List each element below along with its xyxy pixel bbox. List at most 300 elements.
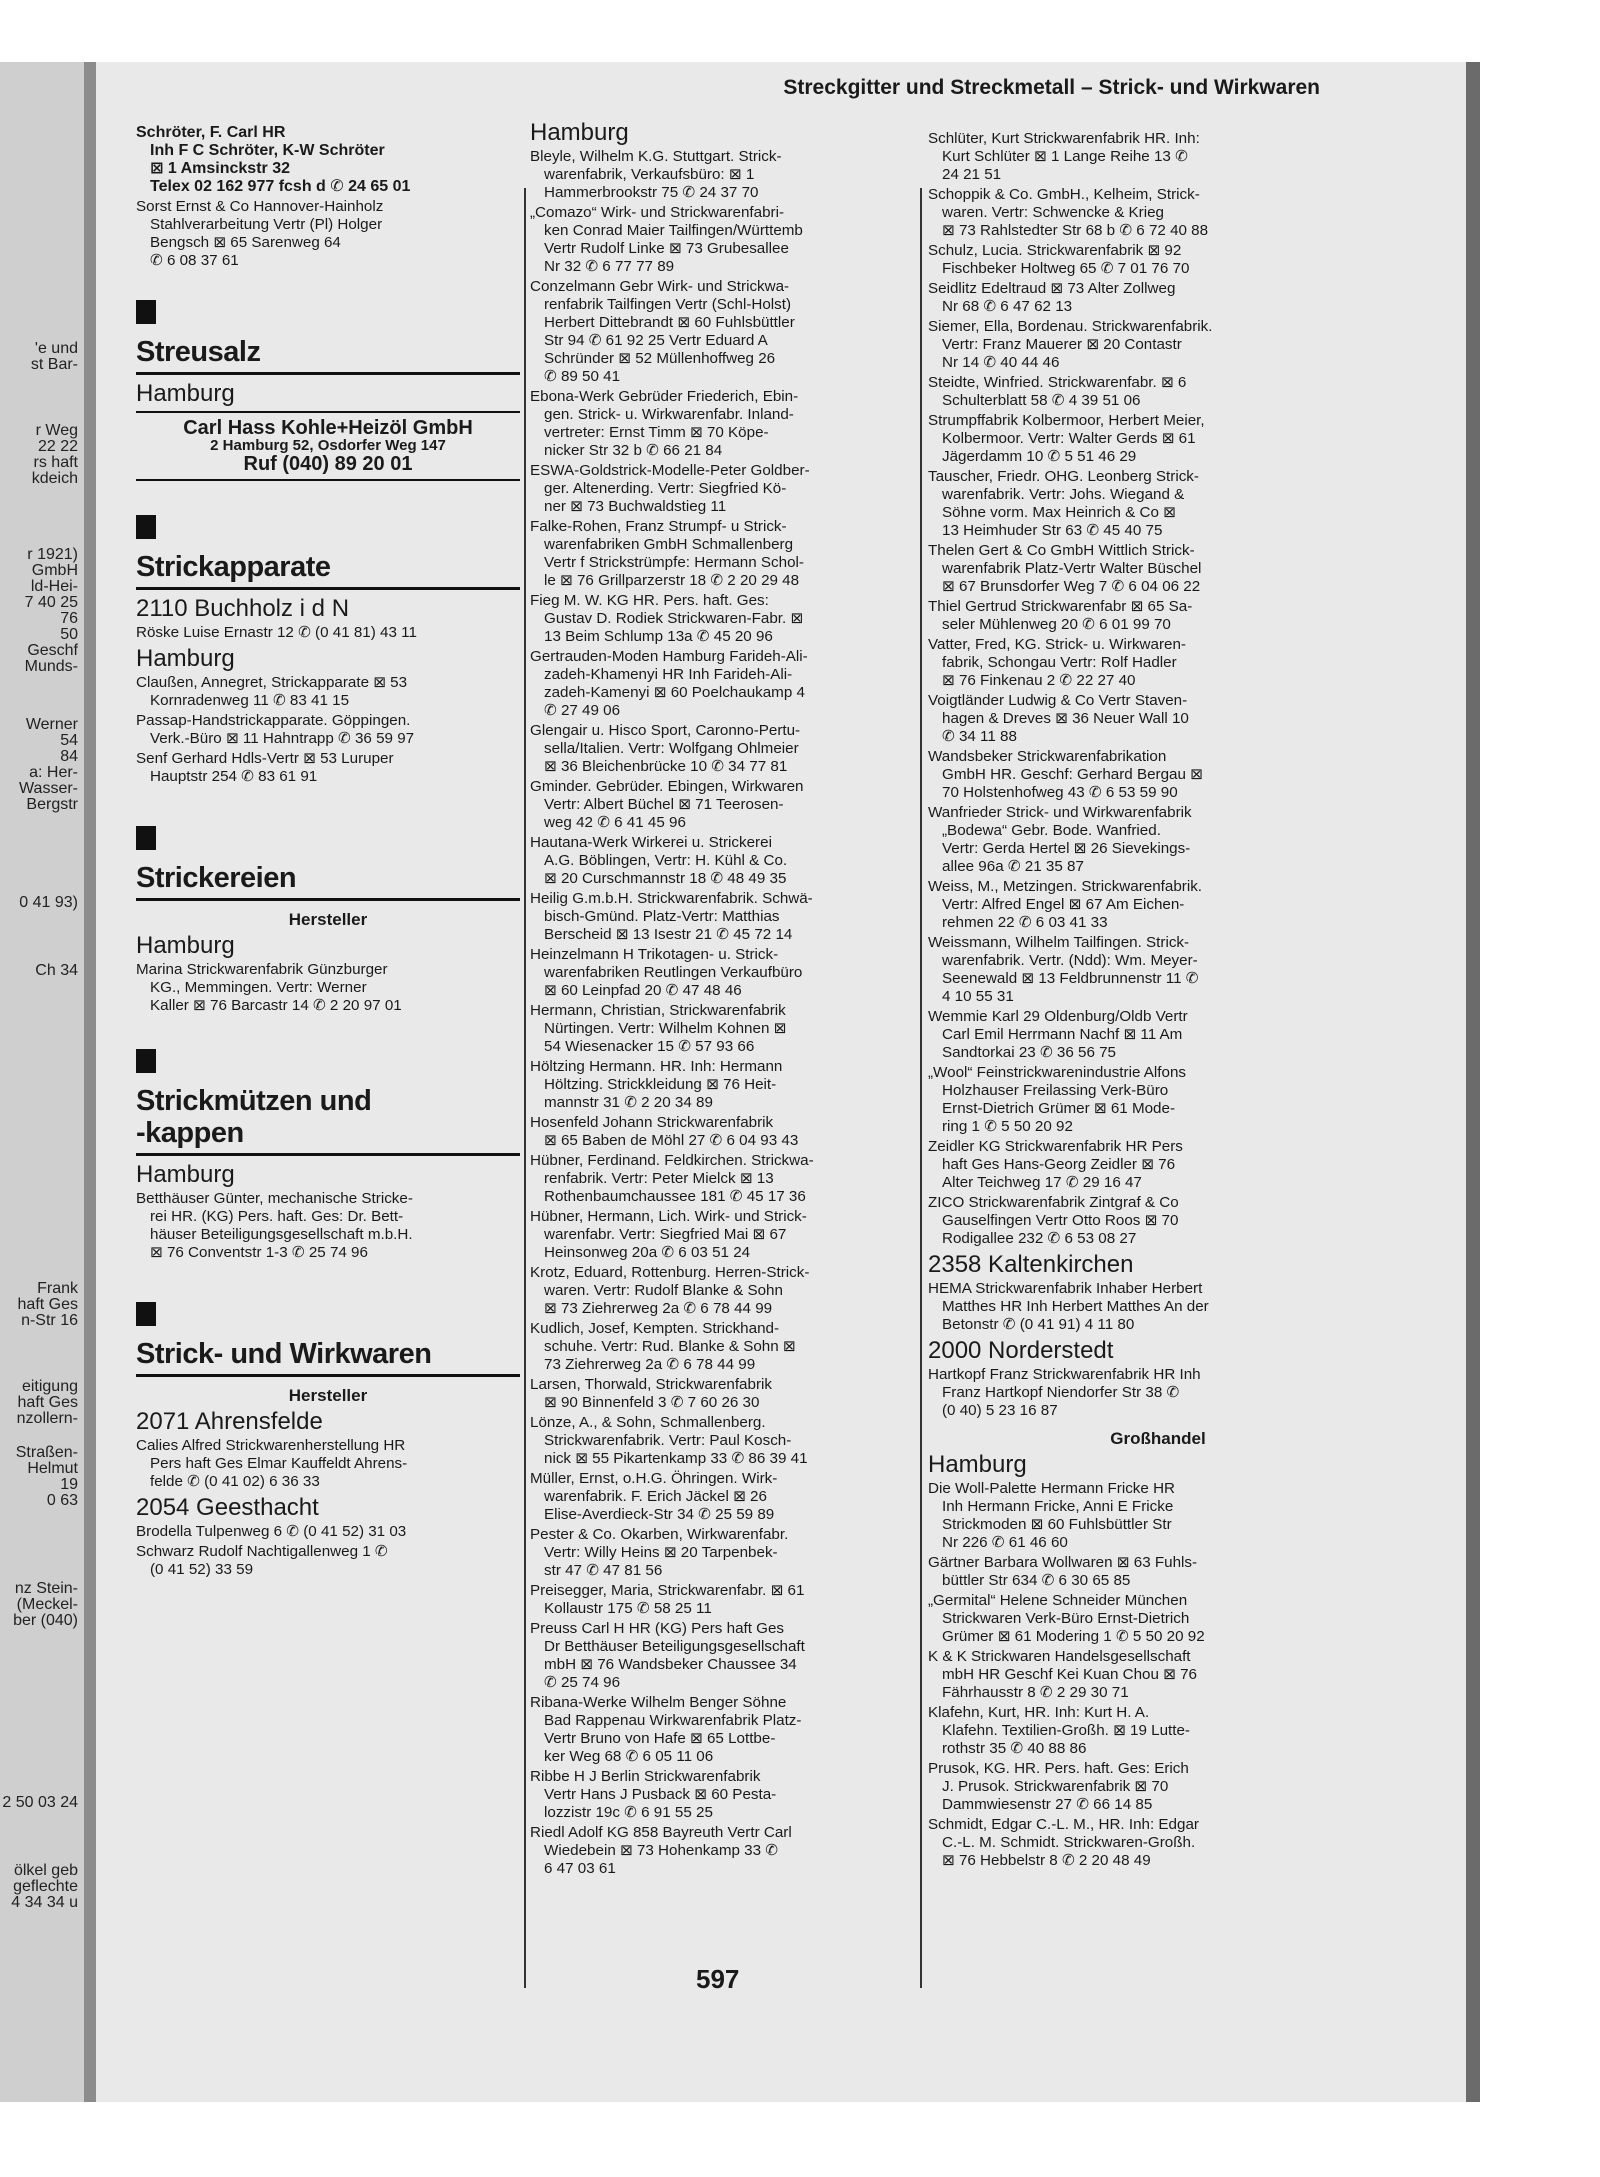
entry-first-line: Höltzing Hermann. HR. Inh: Hermann bbox=[530, 1058, 783, 1075]
entry-continuation-line: Berscheid ⊠ 13 Isestr 21 ✆ 45 72 14 bbox=[544, 926, 793, 943]
entry-continuation-line: GmbH HR. Geschf: Gerhard Bergau ⊠ bbox=[942, 766, 1203, 783]
entry-continuation-line: warenfabrik. Vertr. (Ndd): Wm. Meyer- bbox=[942, 952, 1198, 969]
entry-first-line: Hautana-Werk Wirkerei u. Strickerei bbox=[530, 834, 772, 851]
entry-continuation-line: Rodigallee 232 ✆ 6 53 08 27 bbox=[942, 1230, 1137, 1247]
directory-entry bbox=[136, 198, 520, 270]
entry-continuation-line: bisch-Gmünd. Platz-Vertr: Matthias bbox=[544, 908, 780, 925]
entry-continuation-line: Rothenbaumchaussee 181 ✆ 45 17 36 bbox=[544, 1188, 806, 1205]
entry-first-line: Schulz, Lucia. Strickwarenfabrik ⊠ 92 bbox=[928, 242, 1182, 259]
entry-continuation-line: Wiedebein ⊠ 73 Hohenkamp 33 ✆ bbox=[544, 1842, 778, 1859]
directory-entry bbox=[530, 1526, 912, 1580]
previous-page-fragment bbox=[0, 62, 84, 2102]
entry-first-line: Röske Luise Ernastr 12 ✆ (0 41 81) 43 11 bbox=[136, 624, 417, 641]
directory-entry bbox=[136, 124, 520, 196]
entry-first-line: Schröter, F. Carl HR bbox=[136, 124, 286, 141]
entries-geesthacht bbox=[136, 1523, 520, 1579]
previous-page-text: geflechte bbox=[13, 1878, 78, 1895]
entry-continuation-line: warenfabrik Platz-Vertr Walter Büschel bbox=[942, 560, 1202, 577]
entry-first-line: Wemmie Karl 29 Oldenburg/Oldb Vertr bbox=[928, 1008, 1188, 1025]
previous-page-text: 19 bbox=[60, 1476, 78, 1493]
directory-entry bbox=[530, 1320, 912, 1374]
entry-first-line: Weissmann, Wilhelm Tailfingen. Strick- bbox=[928, 934, 1190, 951]
entry-continuation-line: vertreter: Ernst Timm ⊠ 70 Köpe- bbox=[544, 424, 769, 441]
directory-entry bbox=[530, 1376, 912, 1412]
entry-continuation-line: Vertr: Willy Heins ⊠ 20 Tarpenbek- bbox=[544, 1544, 778, 1561]
entry-continuation-line: (0 40) 5 23 16 87 bbox=[942, 1402, 1058, 1419]
entry-first-line: Passap-Handstrickapparate. Göppingen. bbox=[136, 712, 411, 729]
directory-entry bbox=[530, 1620, 912, 1692]
entry-first-line: „Germital“ Helene Schneider München bbox=[928, 1592, 1188, 1609]
city-heading: 2000 Norderstedt bbox=[928, 1337, 1114, 1364]
entry-continuation-line: Holzhauser Freilassing Verk-Büro bbox=[942, 1082, 1169, 1099]
directory-entry bbox=[928, 1704, 1388, 1758]
entry-first-line: Wanfrieder Strick- und Wirkwarenfabrik bbox=[928, 804, 1192, 821]
directory-entry bbox=[530, 1114, 912, 1150]
entry-continuation-line: Vertr Hans J Pusback ⊠ 60 Pesta- bbox=[544, 1786, 777, 1803]
directory-entry bbox=[530, 890, 912, 944]
entry-continuation-line: sella/Italien. Vertr: Wolfgang Ohlmeier bbox=[544, 740, 799, 757]
previous-page-text: 50 bbox=[60, 626, 78, 643]
city-heading: 2071 Ahrensfelde bbox=[136, 1408, 323, 1435]
entry-continuation-line: Dammwiesenstr 27 ✆ 66 14 85 bbox=[942, 1796, 1153, 1813]
column-2 bbox=[530, 119, 912, 1880]
entry-continuation-line: gen. Strick- u. Wirkwarenfabr. Inland- bbox=[544, 406, 794, 423]
entry-first-line: Weiss, M., Metzingen. Strickwarenfabrik. bbox=[928, 878, 1203, 895]
directory-entry bbox=[928, 542, 1388, 596]
previous-page-text: GmbH bbox=[31, 562, 78, 579]
city-heading: Hamburg bbox=[136, 380, 235, 407]
category-marker bbox=[136, 1302, 156, 1326]
entry-continuation-line: Gustav D. Rodiek Strickwaren-Fabr. ⊠ bbox=[544, 610, 804, 627]
previous-page-text: rs haft bbox=[33, 454, 78, 471]
entry-first-line: Vatter, Fred, KG. Strick- u. Wirkwaren- bbox=[928, 636, 1186, 653]
entry-continuation-line: Jägerdamm 10 ✆ 5 51 46 29 bbox=[942, 448, 1137, 465]
entry-first-line: Klafehn, Kurt, HR. Inh: Kurt H. A. bbox=[928, 1704, 1150, 1721]
entry-continuation-line: Seenewald ⊠ 13 Feldbrunnenstr 11 ✆ bbox=[942, 970, 1199, 987]
entry-continuation-line: Stahlverarbeitung Vertr (Pl) Holger bbox=[150, 216, 383, 233]
directory-entry bbox=[530, 462, 912, 516]
directory-entry bbox=[928, 804, 1388, 876]
entry-continuation-line: ⊠ 1 Amsinckstr 32 bbox=[150, 160, 290, 177]
entry-continuation-line: haft Ges Hans-Georg Zeidler ⊠ 76 bbox=[942, 1156, 1176, 1173]
entry-first-line: K & K Strickwaren Handelsgesellschaft bbox=[928, 1648, 1191, 1665]
directory-entry bbox=[530, 1414, 912, 1468]
directory-entry bbox=[136, 1190, 520, 1262]
entry-continuation-line: ⊠ 20 Curschmannstr 18 ✆ 48 49 35 bbox=[544, 870, 787, 887]
entry-continuation-line: nicker Str 32 b ✆ 66 21 84 bbox=[544, 442, 723, 459]
city-heading: Hamburg bbox=[530, 119, 629, 146]
directory-entry bbox=[530, 1824, 912, 1878]
directory-entry bbox=[530, 722, 912, 776]
category-title: Strickapparate bbox=[136, 551, 331, 583]
entries-hamburg-strickapparate bbox=[136, 674, 520, 786]
entry-continuation-line: Str 94 ✆ 61 92 25 Vertr Eduard A bbox=[544, 332, 768, 349]
directory-entry bbox=[530, 946, 912, 1000]
subheading-hersteller: Hersteller bbox=[288, 1386, 368, 1405]
entry-first-line: Schlüter, Kurt Strickwarenfabrik HR. Inh: bbox=[928, 130, 1200, 147]
category-rule bbox=[136, 587, 520, 590]
previous-page-text: 2 50 03 24 bbox=[2, 1794, 78, 1811]
entry-continuation-line: ner ⊠ 73 Buchwaldstieg 11 bbox=[544, 498, 727, 515]
entry-first-line: Wandsbeker Strickwarenfabrikation bbox=[928, 748, 1167, 765]
entry-continuation-line: felde ✆ (0 41 02) 6 36 33 bbox=[150, 1473, 320, 1490]
directory-entry bbox=[928, 130, 1388, 184]
entry-continuation-line: Höltzing. Strickkleidung ⊠ 76 Heit- bbox=[544, 1076, 777, 1093]
entry-first-line: Krotz, Eduard, Rottenburg. Herren-Strick- bbox=[530, 1264, 810, 1281]
entry-first-line: Thiel Gertrud Strickwarenfabr ⊠ 65 Sa- bbox=[928, 598, 1193, 615]
entry-continuation-line: ⊠ 76 Conventstr 1-3 ✆ 25 74 96 bbox=[150, 1244, 368, 1261]
entry-continuation-line: 73 Ziehrerweg 2a ✆ 6 78 44 99 bbox=[544, 1356, 756, 1373]
entries-strickereien bbox=[136, 961, 520, 1015]
category-title: Strick- und Wirkwaren bbox=[136, 1338, 432, 1370]
entry-first-line: Brodella Tulpenweg 6 ✆ (0 41 52) 31 03 bbox=[136, 1523, 407, 1540]
entry-continuation-line: le ⊠ 76 Grillparzerstr 18 ✆ 2 20 29 48 bbox=[544, 572, 800, 589]
category-marker bbox=[136, 515, 156, 539]
category-title: Streusalz bbox=[136, 336, 261, 368]
entry-continuation-line: Bengsch ⊠ 65 Sarenweg 64 bbox=[150, 234, 341, 251]
previous-page-text: r Weg bbox=[35, 422, 78, 439]
previous-page-text: Werner bbox=[25, 716, 78, 733]
category-title-line-1: Strickmützen und bbox=[136, 1085, 372, 1117]
entry-first-line: Siemer, Ella, Bordenau. Strickwarenfabrik. bbox=[928, 318, 1213, 335]
entry-continuation-line: Heinsonweg 20a ✆ 6 03 51 24 bbox=[544, 1244, 751, 1261]
directory-entry bbox=[928, 1008, 1388, 1062]
entry-first-line: Ebona-Werk Gebrüder Friederich, Ebin- bbox=[530, 388, 799, 405]
entries-norderstedt bbox=[928, 1366, 1388, 1420]
entry-continuation-line: waren. Vertr: Schwencke & Krieg bbox=[942, 204, 1165, 221]
entry-first-line: Hosenfeld Johann Strickwarenfabrik bbox=[530, 1114, 774, 1131]
entry-first-line: Gminder. Gebrüder. Ebingen, Wirkwaren bbox=[530, 778, 804, 795]
entry-first-line: Conzelmann Gebr Wirk- und Strickwa- bbox=[530, 278, 790, 295]
entry-continuation-line: J. Prusok. Strickwarenfabrik ⊠ 70 bbox=[942, 1778, 1169, 1795]
city-heading: Hamburg bbox=[928, 1451, 1027, 1478]
previous-page-text: 54 bbox=[60, 732, 78, 749]
book-gutter bbox=[84, 62, 96, 2102]
entry-first-line: Falke-Rohen, Franz Strumpf- u Strick- bbox=[530, 518, 787, 535]
entry-continuation-line: waren. Vertr: Rudolf Blanke & Sohn bbox=[544, 1282, 783, 1299]
entry-continuation-line: Sandtorkai 23 ✆ 36 56 75 bbox=[942, 1044, 1117, 1061]
directory-entry bbox=[928, 692, 1388, 746]
entry-continuation-line: Franz Hartkopf Niendorfer Str 38 ✆ bbox=[942, 1384, 1180, 1401]
entry-first-line: Seidlitz Edeltraud ⊠ 73 Alter Zollweg bbox=[928, 280, 1176, 297]
previous-page-text: ld-Hei- bbox=[30, 578, 78, 595]
entry-continuation-line: Strickwaren Verk-Büro Ernst-Dietrich bbox=[942, 1610, 1190, 1627]
directory-entry bbox=[530, 1208, 912, 1262]
directory-entry bbox=[530, 148, 912, 202]
entry-continuation-line: Fährhausstr 8 ✆ 2 29 30 71 bbox=[942, 1684, 1129, 1701]
directory-entry bbox=[530, 1470, 912, 1524]
previous-page-text: a: Her- bbox=[29, 764, 78, 781]
entry-first-line: Fieg M. W. KG HR. Pers. haft. Ges: bbox=[530, 592, 769, 609]
directory-entry bbox=[928, 374, 1388, 410]
entry-continuation-line: ⊠ 76 Finkenau 2 ✆ 22 27 40 bbox=[942, 672, 1136, 689]
entry-continuation-line: Grümer ⊠ 61 Modering 1 ✆ 5 50 20 92 bbox=[942, 1628, 1205, 1645]
category-rule bbox=[136, 898, 520, 901]
entry-continuation-line: str 47 ✆ 47 81 56 bbox=[544, 1562, 663, 1579]
entry-continuation-line: Inh Hermann Fricke, Anni E Fricke bbox=[942, 1498, 1174, 1515]
directory-entry bbox=[530, 648, 912, 720]
entry-continuation-line: Söhne vorm. Max Heinrich & Co ⊠ bbox=[942, 504, 1176, 521]
city-heading: 2110 Buchholz i d N bbox=[136, 595, 350, 622]
entry-continuation-line: warenfabr. Vertr: Siegfried Mai ⊠ 67 bbox=[544, 1226, 787, 1243]
entries-kaltenkirchen bbox=[928, 1280, 1388, 1334]
subheading-hersteller: Hersteller bbox=[288, 910, 368, 929]
entry-continuation-line: Fischbeker Holtweg 65 ✆ 7 01 76 70 bbox=[942, 260, 1190, 277]
directory-entry bbox=[928, 1480, 1388, 1552]
running-header: Streckgitter und Streckmetall – Strick- und Wirkwaren bbox=[783, 76, 1320, 99]
entry-continuation-line: Schulterblatt 58 ✆ 4 39 51 06 bbox=[942, 392, 1141, 409]
entry-continuation-line: mbH HR Geschf Kei Kuan Chou ⊠ 76 bbox=[942, 1666, 1197, 1683]
category-strickmuetzen bbox=[136, 1049, 520, 1156]
entry-continuation-line: Kurt Schlüter ⊠ 1 Lange Reihe 13 ✆ bbox=[942, 148, 1188, 165]
entry-continuation-line: Matthes HR Inh Herbert Matthes An der bbox=[942, 1298, 1209, 1315]
directory-entry bbox=[530, 592, 912, 646]
previous-page-text: Geschf bbox=[27, 642, 78, 659]
entry-continuation-line: KG., Memmingen. Vertr: Werner bbox=[150, 979, 367, 996]
directory-entry bbox=[136, 1543, 520, 1579]
previous-page-text: 4 34 34 u bbox=[11, 1894, 78, 1911]
entry-continuation-line: Dr Betthäuser Beteiligungsgesellschaft bbox=[544, 1638, 805, 1655]
previous-page-text: Wasser- bbox=[19, 780, 78, 797]
directory-entry bbox=[928, 1760, 1388, 1814]
directory-entry bbox=[928, 1064, 1388, 1136]
previous-page-text: ber (040) bbox=[13, 1612, 78, 1629]
entry-continuation-line: Alter Teichweg 17 ✆ 29 16 47 bbox=[942, 1174, 1142, 1191]
entry-continuation-line: Nr 226 ✆ 61 46 60 bbox=[942, 1534, 1068, 1551]
entry-continuation-line: 13 Beim Schlump 13a ✆ 45 20 96 bbox=[544, 628, 773, 645]
entry-continuation-line: Nürtingen. Vertr: Wilhelm Kohnen ⊠ bbox=[544, 1020, 787, 1037]
entry-first-line: Betthäuser Günter, mechanische Stricke- bbox=[136, 1190, 413, 1207]
entry-first-line: Voigtländer Ludwig & Co Vertr Staven- bbox=[928, 692, 1188, 709]
entry-continuation-line: „Bodewa“ Gebr. Bode. Wanfried. bbox=[942, 822, 1161, 839]
entry-continuation-line: 13 Heimhuder Str 63 ✆ 45 40 75 bbox=[942, 522, 1163, 539]
entry-first-line: Die Woll-Palette Hermann Fricke HR bbox=[928, 1480, 1176, 1497]
previous-page-text: nzollern- bbox=[16, 1410, 78, 1427]
category-marker bbox=[136, 826, 156, 850]
directory-entry bbox=[928, 1366, 1388, 1420]
previous-page-text: Bergstr bbox=[26, 796, 78, 813]
previous-page-text: kdeich bbox=[31, 470, 78, 487]
entry-continuation-line: 4 10 55 31 bbox=[942, 988, 1014, 1005]
previous-page-text: 0 41 93) bbox=[19, 894, 78, 911]
directory-entry bbox=[928, 1592, 1388, 1646]
entry-continuation-line: Vertr: Alfred Engel ⊠ 67 Am Eichen- bbox=[942, 896, 1185, 913]
directory-entry bbox=[928, 186, 1388, 240]
entry-continuation-line: Kolbermoor. Vertr: Walter Gerds ⊠ 61 bbox=[942, 430, 1196, 447]
entry-continuation-line: zadeh-Kamenyi ⊠ 60 Poelchaukamp 4 bbox=[544, 684, 805, 701]
directory-entry bbox=[136, 961, 520, 1015]
entry-first-line: Senf Gerhard Hdls-Vertr ⊠ 53 Luruper bbox=[136, 750, 394, 767]
directory-entry bbox=[136, 712, 520, 748]
entry-continuation-line: Strickwarenfabrik. Vertr: Paul Kosch- bbox=[544, 1432, 792, 1449]
page-number: 597 bbox=[696, 1964, 740, 1994]
entry-continuation-line: häuser Beteiligungsgesellschaft m.b.H. bbox=[150, 1226, 413, 1243]
entry-continuation-line: Carl Emil Herrmann Nachf ⊠ 11 Am bbox=[942, 1026, 1183, 1043]
previous-page-text: Straßen- bbox=[15, 1444, 78, 1461]
entry-continuation-line: Herbert Dittebrandt ⊠ 60 Fuhlsbüttler bbox=[544, 314, 795, 331]
entry-first-line: Pester & Co. Okarben, Wirkwarenfabr. bbox=[530, 1526, 789, 1543]
directory-entry bbox=[530, 388, 912, 460]
entry-first-line: Hartkopf Franz Strickwarenfabrik HR Inh bbox=[928, 1366, 1201, 1383]
entry-continuation-line: rehmen 22 ✆ 6 03 41 33 bbox=[942, 914, 1108, 931]
entry-continuation-line: ⊠ 65 Baben de Möhl 27 ✆ 6 04 93 43 bbox=[544, 1132, 799, 1149]
entry-continuation-line: Nr 68 ✆ 6 47 62 13 bbox=[942, 298, 1073, 315]
previous-page-text: n-Str 16 bbox=[21, 1312, 78, 1329]
entry-continuation-line: Ernst-Dietrich Grümer ⊠ 61 Mode- bbox=[942, 1100, 1176, 1117]
entries-schroeter-sorst bbox=[136, 124, 520, 270]
entry-continuation-line: schuhe. Vertr: Rud. Blanke & Sohn ⊠ bbox=[544, 1338, 796, 1355]
entry-continuation-line: Gauselfingen Vertr Otto Roos ⊠ 70 bbox=[942, 1212, 1179, 1229]
entry-continuation-line: Telex 02 162 977 fcsh d ✆ 24 65 01 bbox=[150, 178, 411, 195]
directory-entry bbox=[928, 318, 1388, 372]
entry-first-line: Gärtner Barbara Wollwaren ⊠ 63 Fuhls- bbox=[928, 1554, 1198, 1571]
entry-first-line: Preisegger, Maria, Strickwarenfabr. ⊠ 61 bbox=[530, 1582, 805, 1599]
entry-continuation-line: büttler Str 634 ✆ 6 30 65 85 bbox=[942, 1572, 1131, 1589]
directory-entry bbox=[928, 878, 1388, 932]
entry-continuation-line: Inh F C Schröter, K-W Schröter bbox=[150, 142, 385, 159]
entry-first-line: „Comazo“ Wirk- und Strickwarenfabri- bbox=[530, 204, 785, 221]
city-heading: 2358 Kaltenkirchen bbox=[928, 1251, 1134, 1278]
entry-first-line: Hübner, Ferdinand. Feldkirchen. Strickwa- bbox=[530, 1152, 814, 1169]
entries-hamburg-grosshandel bbox=[928, 1480, 1388, 1870]
previous-page-text: Ch 34 bbox=[35, 962, 78, 979]
ad-phone: Ruf (040) 89 20 01 bbox=[243, 453, 413, 475]
entry-continuation-line: Kollaustr 175 ✆ 58 25 11 bbox=[544, 1600, 712, 1617]
category-streusalz bbox=[136, 300, 520, 375]
directory-page bbox=[96, 62, 1466, 2102]
entries-buchholz bbox=[136, 624, 520, 642]
entry-first-line: ESWA-Goldstrick-Modelle-Peter Goldber- bbox=[530, 462, 810, 479]
directory-entry bbox=[928, 1554, 1388, 1590]
entries-hamburg-hersteller bbox=[530, 148, 912, 1878]
entry-continuation-line: ger. Altenerding. Vertr: Siegfried Kö- bbox=[544, 480, 787, 497]
entry-first-line: Ribbe H J Berlin Strickwarenfabrik bbox=[530, 1768, 761, 1785]
entry-continuation-line: ⊠ 73 Rahlstedter Str 68 b ✆ 6 72 40 88 bbox=[942, 222, 1209, 239]
entry-first-line: Schwarz Rudolf Nachtigallenweg 1 ✆ bbox=[136, 1543, 388, 1560]
directory-entry bbox=[928, 1138, 1388, 1192]
entry-first-line: Steidte, Winfried. Strickwarenfabr. ⊠ 6 bbox=[928, 374, 1187, 391]
entry-continuation-line: Bad Rappenau Wirkwarenfabrik Platz- bbox=[544, 1712, 802, 1729]
previous-page-text: Munds- bbox=[24, 658, 78, 675]
entry-continuation-line: Nr 32 ✆ 6 77 77 89 bbox=[544, 258, 675, 275]
previous-page-text: st Bar- bbox=[30, 356, 78, 373]
category-strick-wirkwaren bbox=[136, 1302, 520, 1377]
entry-continuation-line: 24 21 51 bbox=[942, 166, 1002, 183]
directory-entry bbox=[928, 468, 1388, 540]
directory-entry bbox=[530, 518, 912, 590]
directory-entry bbox=[136, 1523, 520, 1541]
entry-continuation-line: ✆ 89 50 41 bbox=[544, 368, 621, 385]
directory-entry bbox=[530, 1002, 912, 1056]
entry-continuation-line: Schründer ⊠ 52 Müllenhoffweg 26 bbox=[544, 350, 776, 367]
entry-first-line: Strumpffabrik Kolbermoor, Herbert Meier, bbox=[928, 412, 1205, 429]
directory-entry bbox=[928, 1816, 1388, 1870]
entry-continuation-line: Klafehn. Textilien-Großh. ⊠ 19 Lutte- bbox=[942, 1722, 1190, 1739]
previous-page-text: 'e und bbox=[34, 340, 78, 357]
entries-strickmuetzen bbox=[136, 1190, 520, 1262]
previous-page-text: 76 bbox=[60, 610, 78, 627]
entry-first-line: Thelen Gert & Co GmbH Wittlich Strick- bbox=[928, 542, 1195, 559]
previous-page-text: nz Stein- bbox=[14, 1580, 78, 1597]
entry-continuation-line: Verk.-Büro ⊠ 11 Hahntrapp ✆ 36 59 97 bbox=[150, 730, 415, 747]
previous-page-text: Helmut bbox=[27, 1460, 78, 1477]
previous-page-text: haft Ges bbox=[17, 1296, 78, 1313]
previous-page-text: eitigung bbox=[21, 1378, 78, 1395]
entry-first-line: „Wool“ Feinstrickwarenindustrie Alfons bbox=[928, 1064, 1187, 1081]
entry-continuation-line: Kornradenweg 11 ✆ 83 41 15 bbox=[150, 692, 350, 709]
directory-entry bbox=[928, 598, 1388, 634]
entry-continuation-line: hagen & Dreves ⊠ 36 Neuer Wall 10 bbox=[942, 710, 1189, 727]
entry-continuation-line: renfabrik. Vertr: Peter Mielck ⊠ 13 bbox=[544, 1170, 774, 1187]
directory-entry bbox=[928, 1194, 1388, 1248]
directory-entry bbox=[928, 1648, 1388, 1702]
subheading-grosshandel: Großhandel bbox=[1110, 1429, 1206, 1448]
entry-continuation-line: warenfabrik. Vertr: Johs. Wiegand & bbox=[942, 486, 1185, 503]
entry-continuation-line: (0 41 52) 33 59 bbox=[150, 1561, 254, 1578]
entry-continuation-line: ring 1 ✆ 5 50 20 92 bbox=[942, 1118, 1073, 1135]
entry-continuation-line: 54 Wiesenacker 15 ✆ 57 93 66 bbox=[544, 1038, 755, 1055]
previous-page-text: 84 bbox=[60, 748, 78, 765]
entry-continuation-line: ⊠ 90 Binnenfeld 3 ✆ 7 60 26 30 bbox=[544, 1394, 760, 1411]
directory-entry bbox=[530, 1058, 912, 1112]
directory-entry bbox=[136, 624, 520, 642]
category-title-line-2: -kappen bbox=[136, 1117, 244, 1149]
directory-entry bbox=[530, 1768, 912, 1822]
entry-continuation-line: warenfabriken GmbH Schmallenberg bbox=[544, 536, 794, 553]
entry-first-line: Müller, Ernst, o.H.G. Öhringen. Wirk- bbox=[530, 1470, 778, 1487]
entry-continuation-line: mbH ⊠ 76 Wandsbeker Chaussee 34 bbox=[544, 1656, 797, 1673]
entry-continuation-line: ✆ 25 74 96 bbox=[544, 1674, 621, 1691]
previous-page-text: Frank bbox=[37, 1280, 78, 1297]
entry-first-line: Heinzelmann H Trikotagen- u. Strick- bbox=[530, 946, 779, 963]
entry-continuation-line: ken Conrad Maier Tailfingen/Württemb bbox=[544, 222, 803, 239]
entry-continuation-line: ✆ 6 08 37 61 bbox=[150, 252, 239, 269]
entries-hamburg-continued bbox=[928, 130, 1388, 1248]
entry-first-line: Bleyle, Wilhelm K.G. Stuttgart. Strick- bbox=[530, 148, 782, 165]
entry-first-line: Larsen, Thorwald, Strickwarenfabrik bbox=[530, 1376, 772, 1393]
city-heading: Hamburg bbox=[136, 1161, 235, 1188]
directory-entry bbox=[928, 1280, 1388, 1334]
advertisement-box bbox=[136, 411, 520, 481]
entry-first-line: Hermann, Christian, Strickwarenfabrik bbox=[530, 1002, 786, 1019]
entry-continuation-line: Nr 14 ✆ 40 44 46 bbox=[942, 354, 1060, 371]
entry-continuation-line: Vertr: Gerda Hertel ⊠ 26 Sievekings- bbox=[942, 840, 1191, 857]
category-rule bbox=[136, 372, 520, 375]
entry-continuation-line: Vertr f Strickstrümpfe: Hermann Schol- bbox=[544, 554, 804, 571]
directory-entry bbox=[928, 242, 1388, 278]
previous-page-text: 7 40 25 bbox=[24, 594, 78, 611]
city-heading: 2054 Geesthacht bbox=[136, 1494, 319, 1521]
entry-continuation-line: zadeh-Khamenyi HR Inh Farideh-Ali- bbox=[544, 666, 793, 683]
entry-continuation-line: allee 96a ✆ 21 35 87 bbox=[942, 858, 1084, 875]
directory-entry bbox=[530, 1264, 912, 1318]
entry-continuation-line: Betonstr ✆ (0 41 91) 4 11 80 bbox=[942, 1316, 1135, 1333]
entry-first-line: Preuss Carl H HR (KG) Pers haft Ges bbox=[530, 1620, 785, 1637]
previous-page-text: haft Ges bbox=[17, 1394, 78, 1411]
column-rule-1 bbox=[524, 188, 526, 1988]
ad-company: Carl Hass Kohle+Heizöl GmbH bbox=[183, 417, 473, 439]
entry-first-line: Glengair u. Hisco Sport, Caronno-Pertu- bbox=[530, 722, 801, 739]
entry-first-line: Kudlich, Josef, Kempten. Strickhand- bbox=[530, 1320, 780, 1337]
category-rule bbox=[136, 1153, 520, 1156]
entry-first-line: Sorst Ernst & Co Hannover-Hainholz bbox=[136, 198, 384, 215]
directory-entry bbox=[928, 748, 1388, 802]
entry-first-line: Marina Strickwarenfabrik Günzburger bbox=[136, 961, 388, 978]
entry-continuation-line: ⊠ 67 Brunsdorfer Weg 7 ✆ 6 04 06 22 bbox=[942, 578, 1201, 595]
entry-continuation-line: ker Weg 68 ✆ 6 05 11 06 bbox=[544, 1748, 714, 1765]
entry-continuation-line: mannstr 31 ✆ 2 20 34 89 bbox=[544, 1094, 713, 1111]
entry-continuation-line: weg 42 ✆ 6 41 45 96 bbox=[544, 814, 686, 831]
